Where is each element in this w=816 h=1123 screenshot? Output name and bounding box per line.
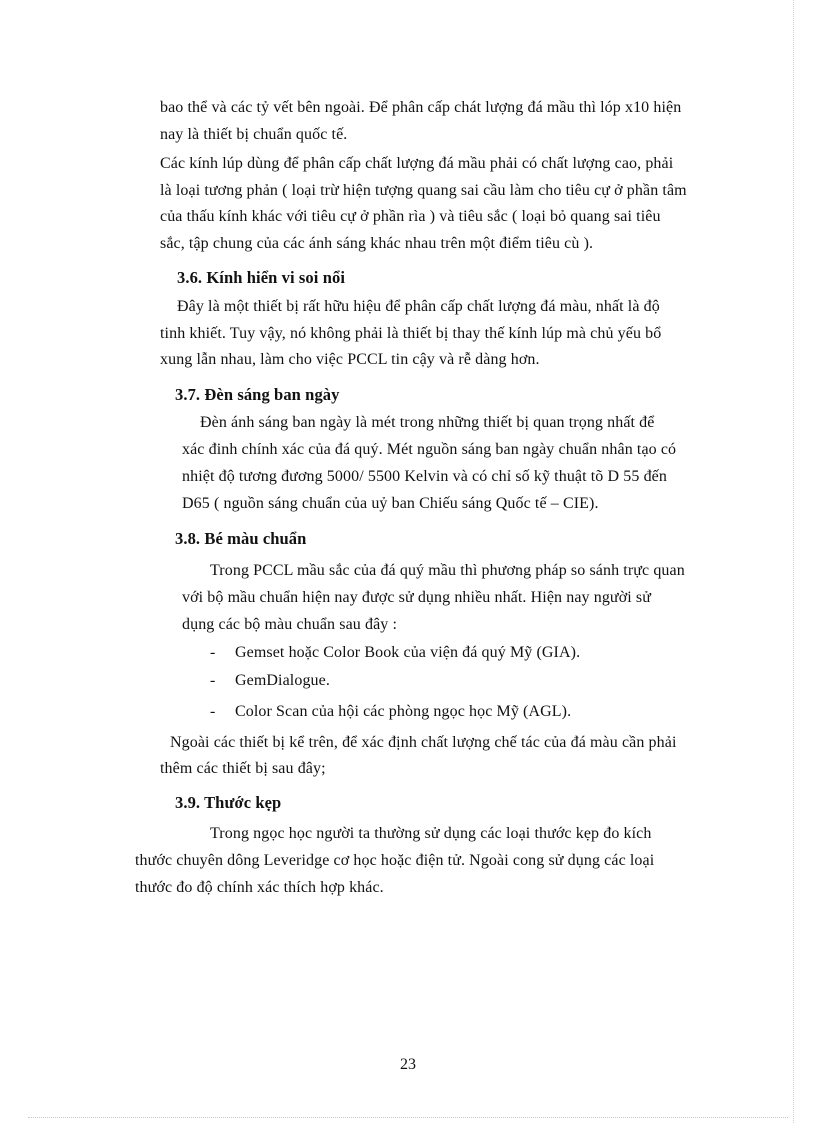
page-number: 23 [400, 1056, 416, 1073]
page-edge-divider [793, 0, 794, 1123]
paragraph-line: là loại tương phản ( loại trừ hiện tượng quang sai cầu làm cho tiêu cự ở phần tâm [160, 182, 687, 199]
list-item: GemDialogue. [235, 672, 330, 689]
list-item: Color Scan của hội các phòng ngọc học Mỹ (AGL). [235, 703, 572, 720]
paragraph-line: của thấu kính khác với tiêu cự ở phần rìa ) và tiêu sắc ( loại bỏ quang sai tiêu [160, 208, 661, 225]
section-heading: 3.9. Thước kẹp [175, 793, 282, 812]
paragraph-line: nay là thiết bị chuẩn quốc tế. [160, 126, 348, 143]
paragraph-line: bao thể và các tỷ vết bên ngoài. Để phân cấp chát lượng đá mầu thì lóp x10 hiện [160, 99, 682, 116]
paragraph-line: thước đo độ chính xác thích hợp khác. [135, 879, 384, 896]
footer-divider [28, 1117, 788, 1118]
paragraph-line: Đèn ánh sáng ban ngày là mét trong những thiết bị quan trọng nhất để [200, 414, 655, 431]
paragraph-line: xác đinh chính xác của đá quý. Mét nguồn sáng ban ngày chuẩn nhân tạo có [182, 441, 677, 458]
paragraph-line: với bộ mầu chuẩn hiện nay được sử dụng nhiều nhất. Hiện nay người sử [182, 589, 652, 606]
list-bullet: - [210, 644, 216, 661]
paragraph-line: thước chuyên dông Leveridge cơ học hoặc điện tử. Ngoài cong sử dụng các loại [135, 852, 655, 869]
paragraph-line: tinh khiết. Tuy vậy, nó không phải là thiết bị thay thế kính lúp mà chủ yếu bổ [160, 325, 662, 342]
paragraph-line: sắc, tập chung của các ánh sáng khác nhau trên một điểm tiêu cù ). [160, 235, 594, 252]
paragraph-line: Trong PCCL mầu sắc của đá quý mầu thì phương pháp so sánh trực quan [210, 562, 685, 579]
paragraph-line: xung lẫn nhau, làm cho việc PCCL tin cậy và rễ dàng hơn. [160, 351, 540, 368]
paragraph-line: Trong ngọc học người ta thường sử dụng các loại thước kẹp đo kích [210, 825, 652, 842]
section-heading: 3.8. Bé màu chuẩn [175, 529, 307, 548]
paragraph-line: Ngoài các thiết bị kể trên, để xác định chất lượng chế tác của đá màu cần phải [170, 734, 677, 751]
section-heading: 3.6. Kính hiển vi soi nổi [177, 268, 346, 287]
paragraph-line: Đây là một thiết bị rất hữu hiệu để phân cấp chất lượng đá màu, nhất là độ [177, 298, 660, 315]
paragraph-line: Các kính lúp dùng để phân cấp chất lượng đá mầu phải có chất lượng cao, phải [160, 155, 674, 172]
list-item: Gemset hoặc Color Book của viện đá quý Mỹ (GIA). [235, 644, 581, 661]
list-bullet: - [210, 672, 216, 689]
paragraph-line: thêm các thiết bị sau đây; [160, 760, 326, 777]
paragraph-line: dụng các bộ màu chuẩn sau đây : [182, 616, 398, 633]
paragraph-line: D65 ( nguồn sáng chuẩn của uỷ ban Chiếu sáng Quốc tế – CIE). [182, 495, 599, 512]
section-heading: 3.7. Đèn sáng ban ngày [175, 385, 340, 404]
list-bullet: - [210, 703, 216, 720]
paragraph-line: nhiệt độ tương đương 5000/ 5500 Kelvin và có chỉ số kỹ thuật tõ D 55 đến [182, 468, 667, 485]
